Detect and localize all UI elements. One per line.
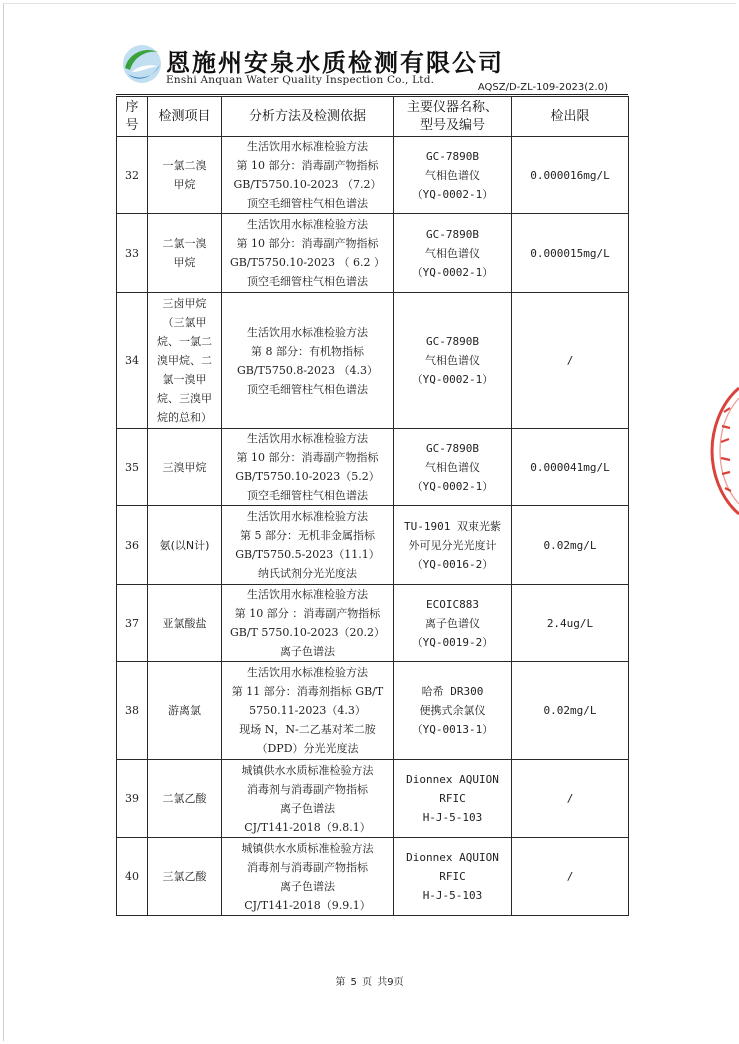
test-item-line: 氯一溴甲 bbox=[162, 373, 207, 386]
method-basis-line: 顶空毛细管柱气相色谱法 bbox=[247, 489, 368, 502]
method-basis-line: 消毒剂与消毒副产物指标 bbox=[247, 860, 368, 874]
instrument-line: （YQ-0019-2） bbox=[411, 635, 494, 649]
instrument bbox=[394, 214, 512, 293]
detection-limit: / bbox=[512, 838, 629, 916]
method-basis-line: 第 10 部分：消毒副产物指标 bbox=[236, 159, 379, 172]
method-basis bbox=[222, 760, 394, 838]
test-item-line: 烷、三溴甲 bbox=[157, 392, 212, 405]
method-basis-line: 城镇供水水质标准检验方法 bbox=[241, 841, 374, 855]
method-basis-line: GB/T5750.8-2023 （4.3） bbox=[236, 363, 379, 377]
method-basis-line: 纳氏试剂分光光度法 bbox=[258, 567, 357, 580]
instrument-line: 哈希 DR300 bbox=[421, 685, 484, 698]
method-basis bbox=[222, 506, 394, 585]
test-item-line: （三氯甲 bbox=[162, 316, 207, 329]
row-number: 38 bbox=[117, 662, 148, 760]
method-basis-line: 第 10 部分 ：消毒副产物指标 bbox=[234, 607, 381, 620]
method-basis-line: CJ/T141-2018（9.8.1） bbox=[244, 820, 371, 834]
header-divider bbox=[116, 94, 628, 95]
method-basis-line: 离子色谱法 bbox=[280, 801, 335, 815]
method-basis-line: 生活饮用水标准检验方法 bbox=[247, 218, 368, 231]
header-limit: 检出限 bbox=[512, 97, 629, 137]
method-basis-line: 现场 N，N-二乙基对苯二胺 bbox=[239, 723, 376, 736]
method-basis-line: GB/T5750.10-2023 （7.2） bbox=[233, 178, 382, 191]
instrument-line: 离子色谱仪 bbox=[425, 616, 480, 630]
method-basis-line: 第 10 部分：消毒副产物指标 bbox=[236, 237, 379, 250]
detection-limit: 0.02mg/L bbox=[512, 662, 629, 760]
method-basis-line: 顶空毛细管柱气相色谱法 bbox=[247, 197, 368, 210]
row-number: 32 bbox=[117, 137, 148, 214]
instrument-line: RFIC bbox=[439, 870, 466, 883]
method-basis-line: （DPD）分光光度法 bbox=[256, 742, 359, 755]
test-item-line: 亚氯酸盐 bbox=[162, 616, 207, 630]
instrument-line: TU-1901 双束光紫 bbox=[404, 519, 501, 533]
method-basis-line: GB/T5750.10-2023（5.2） bbox=[235, 470, 380, 483]
row-number: 36 bbox=[117, 506, 148, 585]
method-basis-line: CJ/T141-2018（9.9.1） bbox=[244, 898, 371, 912]
instrument-line: （YQ-0002-1） bbox=[411, 479, 494, 493]
instrument bbox=[394, 506, 512, 585]
detection-limit: / bbox=[512, 293, 629, 429]
instrument-line: 气相色谱仪 bbox=[425, 460, 480, 474]
method-basis bbox=[222, 137, 394, 214]
test-methods-table bbox=[116, 96, 629, 916]
instrument-line: Dionnex AQUION bbox=[406, 773, 499, 786]
test-item-line: 烷、一氯二 bbox=[157, 335, 212, 348]
method-basis-line: 顶空毛细管柱气相色谱法 bbox=[247, 275, 368, 288]
test-item bbox=[148, 662, 222, 760]
instrument-line: H-J-5-103 bbox=[422, 811, 483, 824]
document-code: AQSZ/D-ZL-109-2023(2.0) bbox=[477, 82, 608, 93]
test-item-line: 三氯乙酸 bbox=[162, 870, 207, 883]
method-basis bbox=[222, 585, 394, 662]
table-row bbox=[117, 137, 629, 214]
method-basis-line: GB/T5750.10-2023 （ 6.2 ） bbox=[229, 256, 386, 269]
instrument-line: 气相色谱仪 bbox=[425, 168, 480, 182]
instrument bbox=[394, 760, 512, 838]
test-item-line: 游离氯 bbox=[168, 704, 201, 717]
test-item-line: 烷的总和） bbox=[157, 411, 212, 424]
instrument-line: GC-7890B bbox=[426, 149, 479, 163]
instrument-line: （YQ-0016-2） bbox=[411, 557, 494, 571]
test-item-line: 三卤甲烷 bbox=[162, 297, 207, 310]
table-row bbox=[117, 760, 629, 838]
method-basis bbox=[222, 662, 394, 760]
test-item-line: 甲烷 bbox=[173, 256, 196, 269]
method-basis-line: 消毒剂与消毒副产物指标 bbox=[247, 782, 368, 796]
method-basis-line: 顶空毛细管柱气相色谱法 bbox=[247, 382, 368, 396]
instrument-line: 气相色谱仪 bbox=[425, 246, 480, 260]
instrument-line: RFIC bbox=[439, 792, 466, 805]
instrument-line: 外可见分光光度计 bbox=[408, 538, 497, 552]
instrument bbox=[394, 662, 512, 760]
method-basis-line: 城镇供水水质标准检验方法 bbox=[241, 763, 374, 777]
method-basis-line: 生活饮用水标准检验方法 bbox=[247, 140, 368, 153]
method-basis-line: 离子色谱法 bbox=[280, 879, 335, 893]
test-item-line: 一氯二溴 bbox=[162, 159, 207, 172]
row-number: 39 bbox=[117, 760, 148, 838]
instrument-line: （YQ-0002-1） bbox=[411, 265, 494, 279]
method-basis-line: 生活饮用水标准检验方法 bbox=[247, 432, 368, 445]
header-method: 分析方法及检测依据 bbox=[222, 97, 394, 137]
method-basis-line: 第 10 部分：消毒副产物指标 bbox=[236, 451, 379, 464]
test-item bbox=[148, 293, 222, 429]
method-basis-line: 生活饮用水标准检验方法 bbox=[247, 666, 368, 679]
instrument bbox=[394, 838, 512, 916]
method-basis bbox=[222, 214, 394, 293]
test-item bbox=[148, 429, 222, 506]
test-item bbox=[148, 585, 222, 662]
instrument-line: GC-7890B bbox=[426, 441, 479, 455]
header-no: 序 号 bbox=[117, 97, 148, 137]
instrument-line: （YQ-0002-1） bbox=[411, 187, 494, 201]
instrument bbox=[394, 293, 512, 429]
company-name-en: Enshi Anquan Water Quality Inspection Co., Ltd. bbox=[166, 74, 435, 86]
table-row bbox=[117, 506, 629, 585]
row-number: 34 bbox=[117, 293, 148, 429]
page-number: 第 5 页 共9页 bbox=[335, 977, 404, 988]
header-item: 检测项目 bbox=[148, 97, 222, 137]
instrument-line: H-J-5-103 bbox=[422, 889, 483, 902]
detection-limit: 0.000016mg/L bbox=[512, 137, 629, 214]
instrument-line: 气相色谱仪 bbox=[425, 354, 480, 367]
table-header-row bbox=[117, 97, 629, 137]
row-number: 35 bbox=[117, 429, 148, 506]
method-basis-line: 生活饮用水标准检验方法 bbox=[247, 325, 368, 339]
instrument-line: ECOIC883 bbox=[426, 597, 479, 611]
test-item bbox=[148, 214, 222, 293]
row-number: 40 bbox=[117, 838, 148, 916]
method-basis-line: 生活饮用水标准检验方法 bbox=[247, 588, 368, 601]
method-basis-line: 生活饮用水标准检验方法 bbox=[247, 510, 368, 523]
company-name-cn: 恩施州安泉水质检测有限公司 bbox=[166, 49, 504, 77]
detection-limit: 2.4ug/L bbox=[512, 585, 629, 662]
test-item-line: 氨(以N计) bbox=[159, 538, 210, 552]
instrument bbox=[394, 585, 512, 662]
test-item-line: 二氯一溴 bbox=[162, 237, 207, 250]
instrument bbox=[394, 429, 512, 506]
test-item bbox=[148, 137, 222, 214]
header-instrument: 主要仪器名称、 型号及编号 bbox=[394, 97, 512, 137]
instrument-line: 便携式余氯仪 bbox=[419, 704, 486, 717]
test-item-line: 二氯乙酸 bbox=[162, 792, 207, 805]
detection-limit: 0.000015mg/L bbox=[512, 214, 629, 293]
method-basis-line: 第 8 部分：有机物指标 bbox=[251, 344, 364, 358]
method-basis-line: 5750.11-2023（4.3） bbox=[249, 704, 366, 717]
method-basis bbox=[222, 429, 394, 506]
detection-limit: 0.000041mg/L bbox=[512, 429, 629, 506]
test-item bbox=[148, 760, 222, 838]
detection-limit: / bbox=[512, 760, 629, 838]
method-basis-line: GB/T5750.5-2023（11.1） bbox=[235, 548, 380, 561]
method-basis bbox=[222, 293, 394, 429]
test-item bbox=[148, 838, 222, 916]
instrument-line: Dionnex AQUION bbox=[406, 851, 499, 864]
test-item-line: 甲烷 bbox=[173, 178, 196, 191]
table-row bbox=[117, 838, 629, 916]
method-basis-line: 第 11 部分：消毒剂指标 GB/T bbox=[231, 685, 384, 698]
table-row bbox=[117, 662, 629, 760]
red-seal-stamp bbox=[706, 382, 739, 520]
instrument bbox=[394, 137, 512, 214]
test-item-line: 三溴甲烷 bbox=[162, 460, 207, 474]
table-row bbox=[117, 293, 629, 429]
table-row bbox=[117, 585, 629, 662]
table-row bbox=[117, 429, 629, 506]
instrument-line: GC-7890B bbox=[426, 227, 479, 241]
row-number: 33 bbox=[117, 214, 148, 293]
detection-limit: 0.02mg/L bbox=[512, 506, 629, 585]
test-item bbox=[148, 506, 222, 585]
instrument-line: （YQ-0002-1） bbox=[411, 373, 494, 386]
company-logo bbox=[120, 42, 164, 86]
instrument-line: GC-7890B bbox=[426, 335, 479, 348]
row-number: 37 bbox=[117, 585, 148, 662]
instrument-line: （YQ-0013-1） bbox=[411, 723, 494, 736]
method-basis-line: GB/T 5750.10-2023（20.2） bbox=[229, 626, 386, 639]
method-basis bbox=[222, 838, 394, 916]
test-item-line: 溴甲烷、二 bbox=[157, 354, 212, 367]
method-basis-line: 第 5 部分：无机非金属指标 bbox=[240, 529, 375, 542]
table-row bbox=[117, 214, 629, 293]
method-basis-line: 离子色谱法 bbox=[280, 645, 335, 658]
